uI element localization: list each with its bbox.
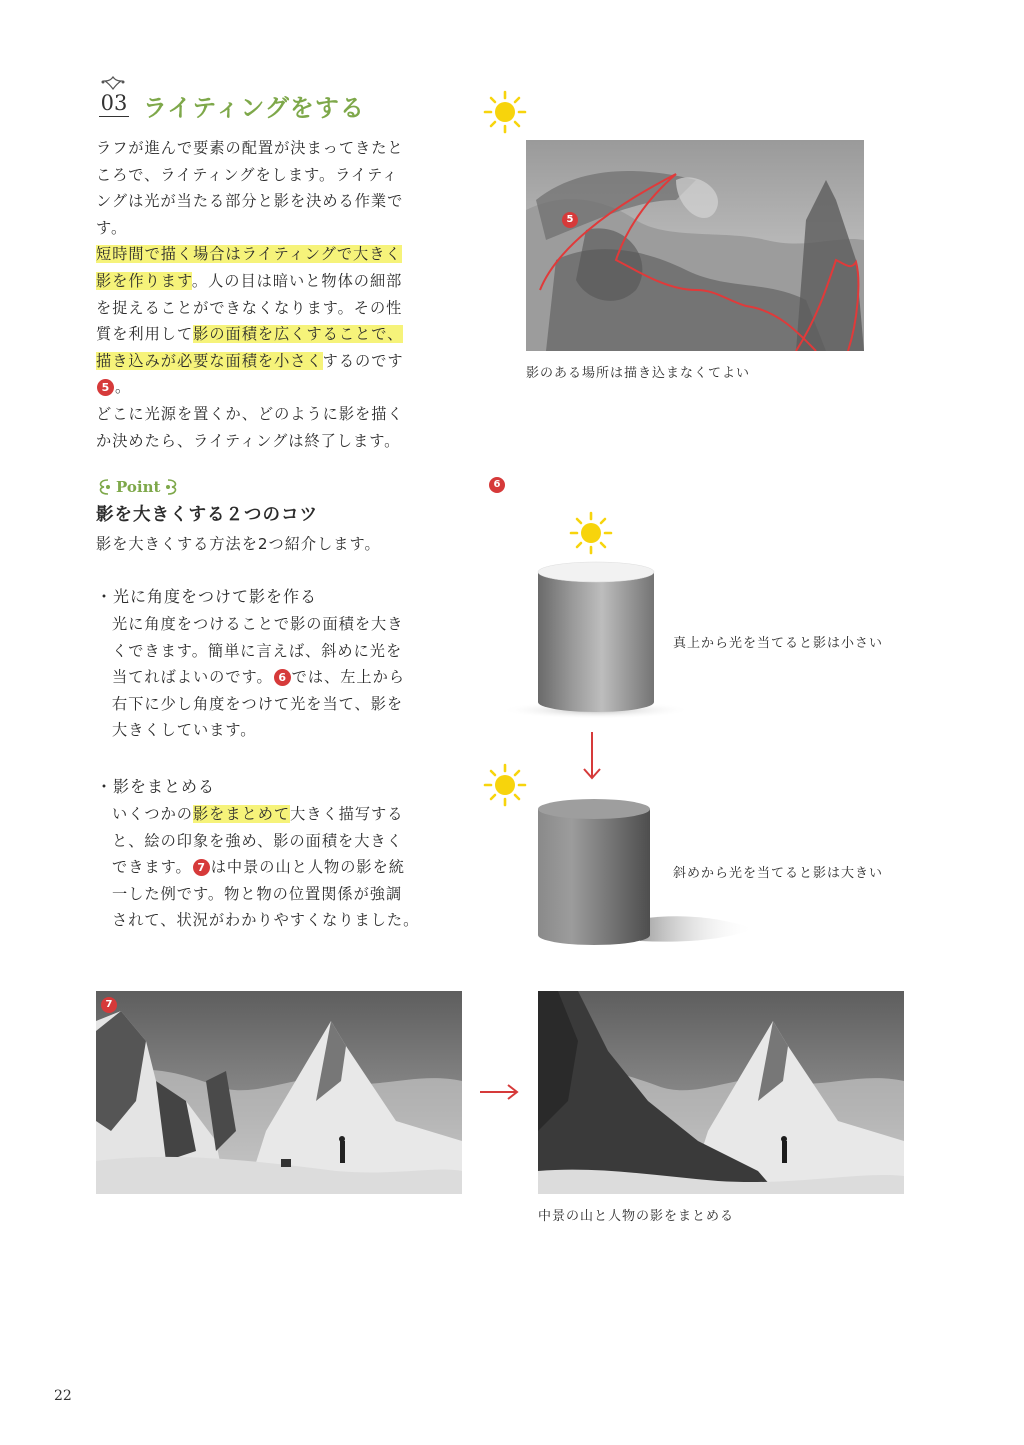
- arrow-down-icon: [581, 730, 603, 782]
- section-title: ライティングをする: [143, 94, 365, 122]
- tip2-line: されて、状況がわかりやすくなりました。: [112, 911, 420, 930]
- intro-line: 影を作ります。人の目は暗いと物体の細部: [96, 271, 403, 290]
- intro-line: ころで、ライティングをします。ライティ: [96, 165, 399, 184]
- point-title: 影を大きくする２つのコツ: [96, 505, 318, 525]
- scroll-ornament-icon: [96, 478, 112, 496]
- tip2-line: 一した例です。物と物の位置関係が強調: [112, 884, 403, 903]
- tip2-body: [112, 801, 422, 934]
- intro-line: を捉えることができなくなります。その性: [96, 298, 403, 317]
- ornament-icon: [100, 76, 126, 90]
- highlight-text: 影をまとめて: [192, 805, 291, 823]
- figure-badge-7: 7: [101, 997, 117, 1013]
- intro-line: 5 。: [96, 374, 426, 401]
- point-label: Point: [116, 478, 161, 496]
- tip2-line: いくつかの影をまとめて大きく描写する: [112, 805, 404, 823]
- tip1-heading: ・光に角度をつけて影を作る: [96, 587, 318, 606]
- figure6-caption-bottom: 斜めから光を当てると影は大きい: [673, 866, 884, 881]
- scroll-ornament-icon: [164, 478, 180, 496]
- highlight-text: 影を作ります: [96, 271, 192, 290]
- intro-line: か決めたら、ライティングは終了します。: [96, 431, 401, 450]
- intro-line: どこに光源を置くか、どのように影を描く: [96, 404, 404, 423]
- cylinder-top-light-image: [500, 560, 700, 725]
- sun-icon: [569, 511, 613, 555]
- mountain-before-image: [96, 991, 462, 1194]
- sun-icon: [483, 90, 527, 134]
- highlight-text: 影の面積を広くすることで、: [193, 325, 404, 344]
- intro-line: 質を利用して影の面積を広くすることで、: [96, 325, 404, 344]
- highlight-text: 短時間で描く場合はライティングで大きく: [96, 245, 402, 264]
- point-heading: [96, 476, 180, 498]
- tip1-body: [112, 611, 422, 744]
- tip1-line: 右下に少し角度をつけて光を当て、影を: [112, 694, 404, 713]
- point-lead: 影を大きくする方法を2つ紹介します。: [96, 535, 381, 553]
- figure-badge-5: 5: [97, 379, 114, 396]
- section-number: 03: [100, 91, 128, 115]
- tip1-line: 光に角度をつけることで影の面積を大き: [112, 615, 404, 633]
- figure-badge-6: 6: [274, 669, 291, 686]
- intro-line: ングは光が当たる部分と影を決める作業で: [96, 192, 404, 211]
- intro-text: [96, 135, 426, 454]
- figure6-caption-top: 真上から光を当てると影は小さい: [673, 636, 884, 651]
- tip2-heading: ・影をまとめる: [96, 777, 216, 796]
- figure5-caption: 影のある場所は描き込まなくてよい: [526, 366, 751, 381]
- rough-landscape-image: [526, 140, 864, 351]
- intro-line: [96, 241, 426, 268]
- figure-badge-5: 5: [562, 212, 578, 228]
- figure-badge-7: 7: [193, 859, 210, 876]
- intro-line: す。: [96, 218, 128, 237]
- figure-badge-6: 6: [489, 477, 505, 493]
- arrow-right-icon: [478, 1082, 520, 1102]
- mountain-after-image: [538, 991, 904, 1194]
- intro-line: 描き込みが必要な面積を小さくするのです: [96, 351, 404, 370]
- tip1-line: くできます。簡単に言えば、斜めに光を: [112, 641, 403, 660]
- tip2-line: と、絵の印象を強め、影の面積を大きく: [112, 831, 403, 850]
- tip1-line: 当てればよいのです。 6 では、左上から: [112, 668, 405, 687]
- tip2-line: できます。 7 は中景の山と人物の影を統: [112, 858, 405, 877]
- page-number: 22: [54, 1388, 72, 1404]
- highlight-text: 描き込みが必要な面積を小さく: [96, 351, 323, 370]
- figure7-caption: 中景の山と人物の影をまとめる: [538, 1209, 735, 1224]
- intro-line: ラフが進んで要素の配置が決まってきたと: [96, 139, 404, 157]
- tip1-line: 大きくしています。: [112, 721, 257, 740]
